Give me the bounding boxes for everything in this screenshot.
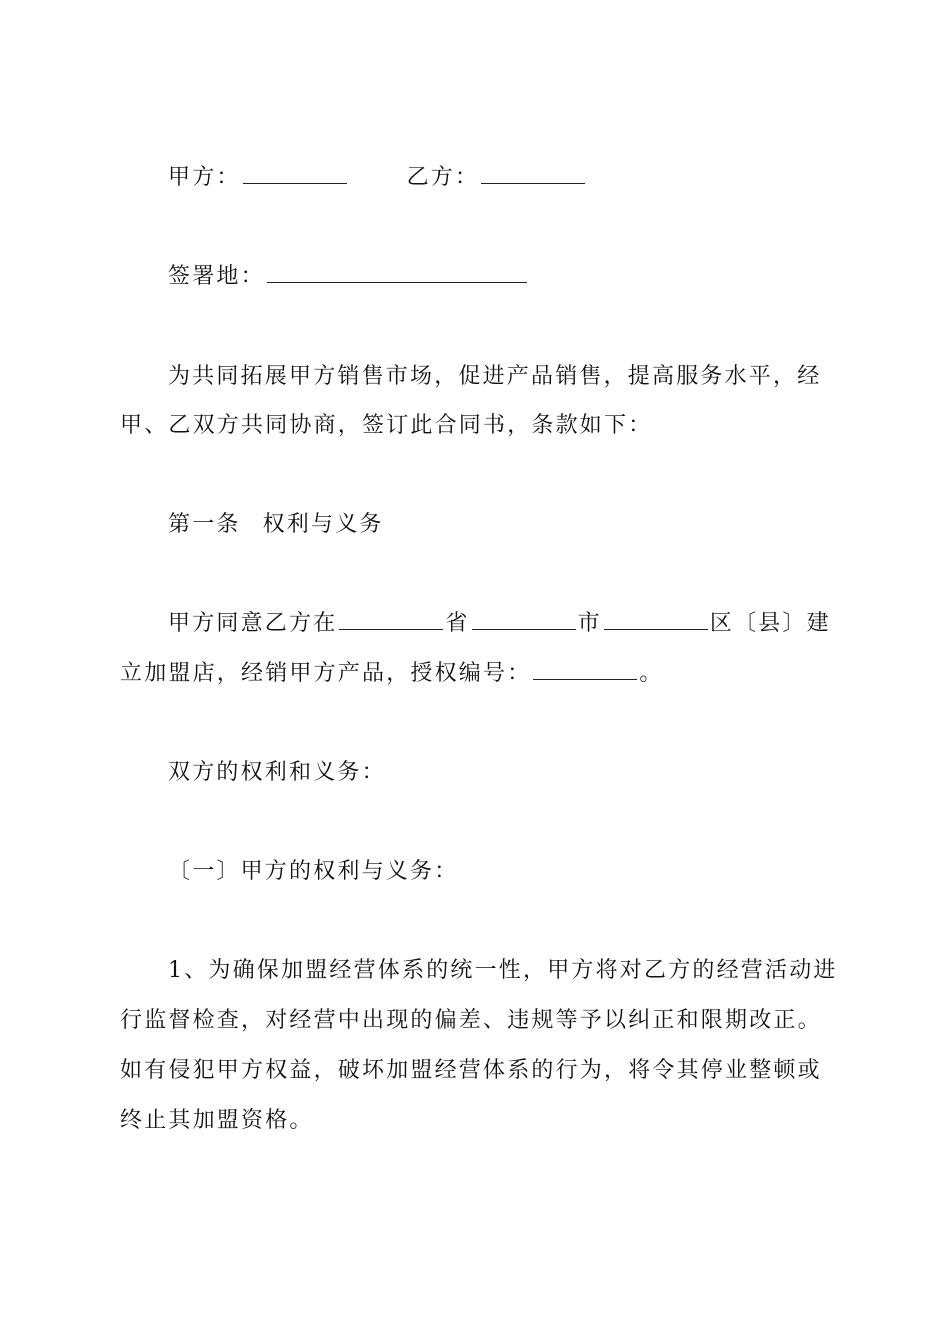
city-blank[interactable] [472,609,576,630]
article-title: 权利与义务 [262,512,384,537]
article-number: 第一条 [168,512,241,537]
clause-1-line-3: 如有侵犯甲方权益，破坏加盟经营体系的行为，将令其停业整顿或 [120,1058,822,1083]
district-label: 区〔县〕建 [709,611,831,636]
rights-heading: 双方的权利和义务： [168,760,386,785]
party-b-label: 乙方： [406,165,480,190]
preamble-line-1: 为共同拓展甲方销售市场，促进产品销售，提高服务水平，经 [168,364,822,389]
authorization-label: 立加盟店，经销甲方产品，授权编号： [120,661,532,686]
district-blank[interactable] [604,609,708,630]
city-label: 市 [577,611,602,636]
location-prefix: 甲方同意乙方在 [168,611,338,636]
clause-1-line-1: 1、为确保加盟经营体系的统一性，甲方将对乙方的经营活动进 [168,958,838,983]
authorization-number-blank[interactable] [533,659,637,680]
parties-line [168,163,888,193]
province-blank[interactable] [339,609,443,630]
article-1-heading [168,510,888,540]
location-line-1 [168,609,888,639]
party-a-label: 甲方： [168,165,241,190]
preamble-line-2: 甲、乙双方共同协商，签订此合同书，条款如下： [120,413,653,438]
clause-1-line-4: 终止其加盟资格。 [120,1108,314,1133]
signing-place-line [168,262,888,292]
signing-place-blank[interactable] [267,262,527,283]
location-line-2 [120,659,840,689]
party-b-blank[interactable] [481,163,585,184]
party-a-blank[interactable] [243,163,347,184]
province-label: 省 [445,611,470,636]
section-1-heading: 〔一〕甲方的权利与义务： [168,859,459,884]
signing-place-label: 签署地： [168,264,265,289]
authorization-period: 。 [639,661,664,686]
clause-1-line-2: 行监督检查，对经营中出现的偏差、违规等予以纠正和限期改正。 [120,1008,822,1033]
